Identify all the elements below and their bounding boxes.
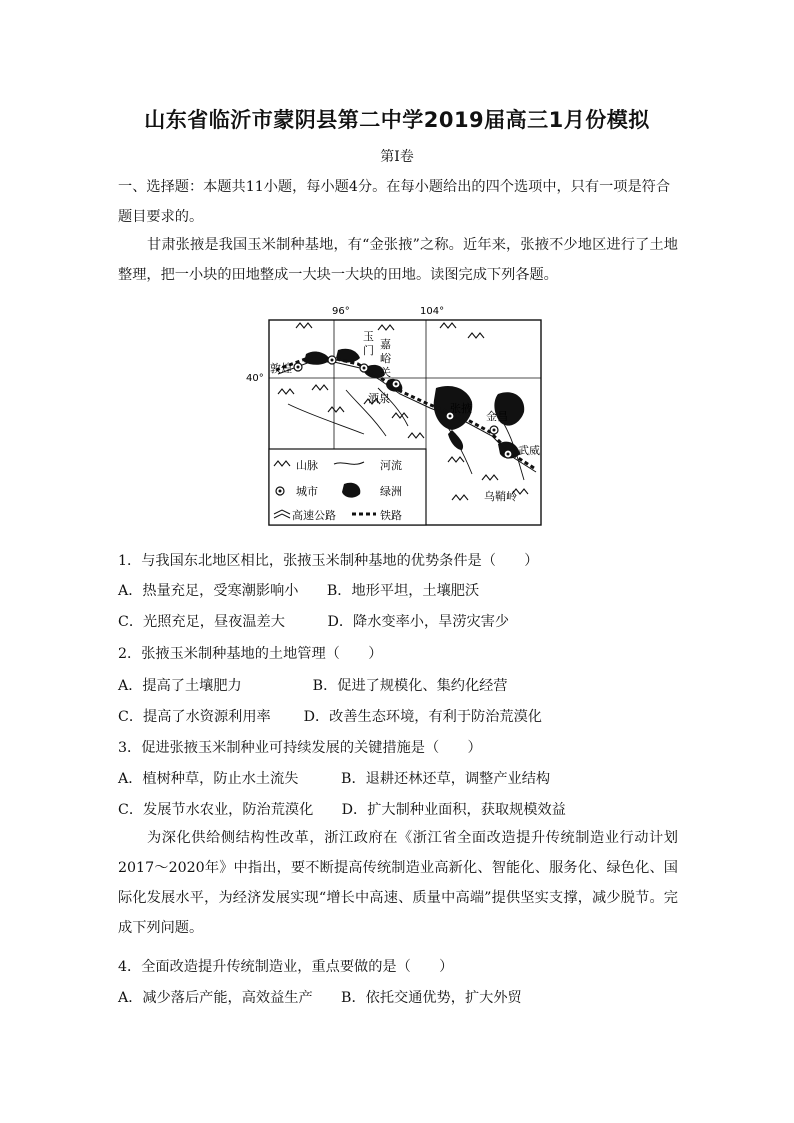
- label-men: 门: [363, 344, 374, 357]
- label-guan: 关: [380, 366, 391, 379]
- mountain-label-wushaoling: 乌鞘岭: [484, 490, 517, 503]
- legend-oasis-label: 绿洲: [380, 485, 402, 498]
- section-header-line-1: 一、选择题：本题共11小题，每小题4分。在每小题给出的四个选项中，只有一项是符合: [118, 179, 671, 195]
- city-label-dunhuang: 敦煌: [270, 362, 292, 375]
- label-yu: 玉: [363, 330, 374, 343]
- question-3-options-cd: C．发展节水农业，防治荒漠化 D．扩大制种业面积，获取规模效益: [118, 802, 566, 818]
- intro-paragraph-1: 甘肃张掖是我国玉米制种基地，有“金张掖”之称。近年来，张掖不少地区进行了土地整理，把一小块的田地整成一大块一大块的田地。读图完成下列各题。: [118, 237, 678, 283]
- question-2-options-ab: A．提高了土壤肥力 B．促进了规模化、集约化经营: [118, 678, 508, 694]
- question-4-stem: 4．全面改造提升传统制造业，重点要做的是（ ）: [118, 959, 454, 975]
- lon-label-104: 104°: [420, 306, 445, 317]
- lat-label-40: 40°: [246, 373, 264, 384]
- question-4-options-ab: A．减少落后产能，高效益生产 B．依托交通优势，扩大外贸: [118, 990, 522, 1006]
- question-1-stem: 1．与我国东北地区相比，张掖玉米制种基地的优势条件是（ ）: [118, 553, 539, 569]
- legend-railway-label: 铁路: [380, 509, 402, 522]
- city-label-jiuquan: 酒泉: [368, 392, 390, 405]
- map-legend: [269, 449, 426, 525]
- city-label-zhangye: 张掖: [450, 402, 472, 415]
- question-3-options-ab: A．植树种草，防止水土流失 B．退耕还林还草，调整产业结构: [118, 771, 551, 787]
- city-label-jinchang: 金昌: [486, 410, 508, 423]
- legend-river-label: 河流: [380, 459, 402, 472]
- lon-label-96: 96°: [332, 306, 350, 317]
- question-3-stem: 3．促进张掖玉米制种业可持续发展的关键措施是（ ）: [118, 740, 482, 756]
- intro-paragraph-2: 为深化供给侧结构性改革，浙江政府在《浙江省全面改造提升传统制造业行动计划2017～2020年》中指出，要不断提高传统制造业高新化、智能化、服务化、绿色化、国际化发展水平，为经济发展实现“增长中高速、质量中高端”提供坚实支撑，减少脱节。完成下列问题。: [118, 830, 678, 936]
- section-header-line-2: 题目要求的。: [118, 209, 204, 225]
- question-2-stem: 2．张掖玉米制种基地的土地管理（ ）: [118, 646, 383, 662]
- legend-mountain-label: 山脉: [296, 459, 318, 472]
- question-2-options-cd: C．提高了水资源利用率 D．改善生态环境，有利于防治荒漠化: [118, 709, 542, 725]
- volume-label: 第Ⅰ卷: [380, 149, 414, 165]
- question-1-options-ab: A．热量充足，受寒潮影响小 B．地形平坦，土壤肥沃: [118, 583, 480, 599]
- exam-title: 山东省临沂市蒙阴县第二中学2019届高三1月份模拟: [144, 108, 650, 132]
- label-yu2: 峪: [380, 352, 391, 365]
- city-label-wuwei: 武威: [518, 444, 540, 457]
- oasis-areas: [304, 349, 524, 459]
- hexi-corridor-map: [246, 304, 544, 526]
- label-jia: 嘉: [380, 338, 391, 351]
- question-1-options-cd: C．光照充足，昼夜温差大 D．降水变率小，旱涝灾害少: [118, 614, 510, 630]
- city-markers: [294, 356, 512, 458]
- legend-highway-label: 高速公路: [292, 509, 336, 522]
- legend-city-label: 城市: [296, 485, 318, 498]
